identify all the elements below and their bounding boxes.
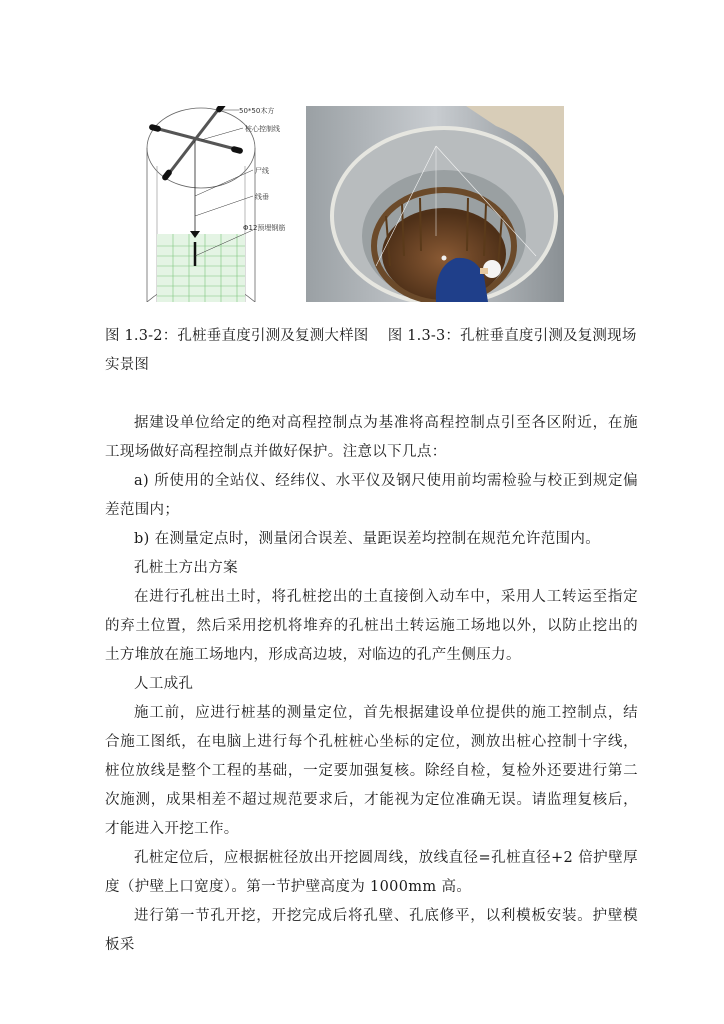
caption-line-1: 图 1.3-2：孔桩垂直度引测及复测大样图 图 1.3-3：孔桩垂直度引测及复测现场 bbox=[105, 328, 637, 344]
body-text bbox=[105, 409, 638, 960]
diagram-label-wood: 50*50木方 bbox=[239, 107, 275, 115]
paragraph-first-section-excavation: 进行第一节孔开挖，开挖完成后将孔壁、孔底修平，以利模板安装。护壁模板采 bbox=[105, 908, 638, 953]
figure-area bbox=[143, 106, 563, 302]
section-heading-manual-boring: 人工成孔 bbox=[134, 676, 194, 692]
section-heading-earthwork: 孔桩土方出方案 bbox=[134, 560, 238, 576]
paragraph-item-a: a) 所使用的全站仪、经纬仪、水平仪及钢尺使用前均需检验与校正到规定偏差范围内； bbox=[105, 473, 638, 518]
diagram-label-plumb: 线垂 bbox=[255, 193, 269, 201]
caption-line-2: 实景图 bbox=[105, 357, 150, 373]
paragraph-survey-positioning: 施工前，应进行桩基的测量定位，首先根据建设单位提供的施工控制点，结合施工图纸，在电脑上进行每个孔桩桩心坐标的定位，测放出桩心控制十字线，桩位放线是整个工程的基础，一定要加强复核。除经自检，复检外还要进行第二次施测，成果相差不超过规范要求后，才能视为定位准确无误。请监理复核后，才能进入开挖工作。 bbox=[105, 705, 638, 837]
pile-verticality-detail-diagram bbox=[143, 106, 295, 302]
paragraph-item-b: b) 在测量定点时，测量闭合误差、量距误差均控制在规范允许范围内。 bbox=[134, 531, 601, 547]
diagram-label-center-line: 桩心控制线 bbox=[245, 125, 280, 133]
paragraph-elevation-control: 据建设单位给定的绝对高程控制点为基准将高程控制点引至各区附近，在施工现场做好高程控制点并做好保护。注意以下几点： bbox=[105, 415, 638, 460]
diagram-label-rebar: Φ12预埋钢筋 bbox=[243, 224, 286, 232]
pile-hole-site-photo bbox=[306, 106, 564, 302]
diagram-label-wire: 尸线 bbox=[255, 167, 269, 175]
paragraph-circle-layout: 孔桩定位后，应根据桩径放出开挖圆周线，放线直径=孔桩直径+2 倍护壁厚度（护壁上口宽度）。第一节护壁高度为 1000mm 高。 bbox=[105, 850, 638, 895]
paragraph-earthwork: 在进行孔桩出土时，将孔桩挖出的土直接倒入动车中，采用人工转运至指定的弃土位置，然后采用挖机将堆弃的孔桩出土转运施工场地以外，以防止挖出的土方堆放在施工场地内，形成高边坡，对临边的孔产生侧压力。 bbox=[105, 589, 638, 663]
figure-caption bbox=[105, 322, 638, 380]
